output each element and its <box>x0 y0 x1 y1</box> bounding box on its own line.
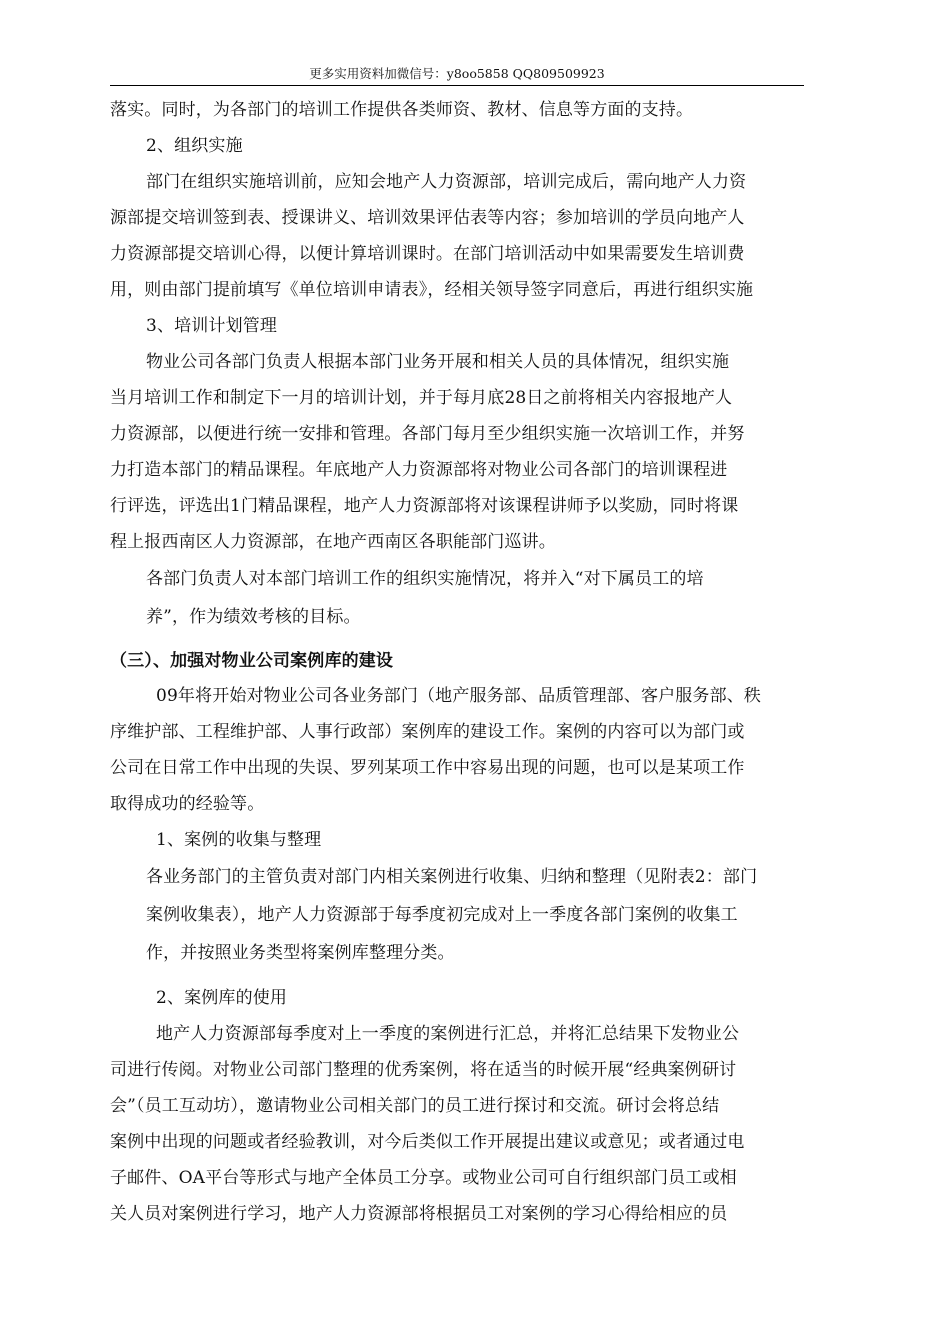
section-heading: 3、培训计划管理 <box>146 316 278 336</box>
text-line: 落实。同时，为各部门的培训工作提供各类师资、教材、信息等方面的支持。 <box>110 100 694 120</box>
chapter-heading: （三）、加强对物业公司案例库的建设 <box>110 651 394 671</box>
text-line: 行评选，评选出1门精品课程，地产人力资源部将对该课程讲师予以奖励，同时将课 <box>110 496 739 516</box>
text-line: 序维护部、工程维护部、人事行政部）案例库的建设工作。案例的内容可以为部门或 <box>110 722 745 742</box>
text-line: 会”（员工互动坊），邀请物业公司相关部门的员工进行探讨和交流。研讨会将总结 <box>110 1096 720 1116</box>
text-line: 关人员对案例进行学习，地产人力资源部将根据员工对案例的学习心得给相应的员 <box>110 1204 728 1224</box>
text-line: 力打造本部门的精品课程。年底地产人力资源部将对物业公司各部门的培训课程进 <box>110 460 728 480</box>
section-heading: 1、案例的收集与整理 <box>156 830 322 850</box>
section-heading: 2、组织实施 <box>146 136 243 156</box>
text-line: 取得成功的经验等。 <box>110 794 265 814</box>
text-line: 子邮件、OA平台等形式与地产全体员工分享。或物业公司可自行组织部门员工或相 <box>110 1168 737 1188</box>
text-line: 程上报西南区人力资源部，在地产西南区各职能部门巡讲。 <box>110 532 556 552</box>
text-line: 各业务部门的主管负责对部门内相关案例进行收集、归纳和整理（见附表2：部门 <box>146 867 758 887</box>
text-line: 当月培训工作和制定下一月的培训计划，并于每月底28日之前将相关内容报地产人 <box>110 388 733 408</box>
text-line: 地产人力资源部每季度对上一季度的案例进行汇总，并将汇总结果下发物业公 <box>156 1024 740 1044</box>
text-line: 09年将开始对物业公司各业务部门（地产服务部、品质管理部、客户服务部、秩 <box>156 686 762 706</box>
text-line: 公司在日常工作中出现的失误、罗列某项工作中容易出现的问题，也可以是某项工作 <box>110 758 745 778</box>
section-heading: 2、案例库的使用 <box>156 988 288 1008</box>
text-line: 物业公司各部门负责人根据本部门业务开展和相关人员的具体情况，组织实施 <box>146 352 730 372</box>
text-line: 源部提交培训签到表、授课讲义、培训效果评估表等内容；参加培训的学员向地产人 <box>110 208 745 228</box>
text-line: 力资源部，以便进行统一安排和管理。各部门每月至少组织实施一次培训工作，并努 <box>110 424 745 444</box>
text-line: 用，则由部门提前填写《单位培训申请表》，经相关领导签字同意后，再进行组织实施 <box>110 280 754 300</box>
text-line: 案例收集表），地产人力资源部于每季度初完成对上一季度各部门案例的收集工 <box>146 905 738 925</box>
text-line: 部门在组织实施培训前，应知会地产人力资源部，培训完成后，需向地产人力资 <box>146 172 747 192</box>
text-line: 各部门负责人对本部门培训工作的组织实施情况，将并入“对下属员工的培 <box>146 569 704 589</box>
text-line: 作，并按照业务类型将案例库整理分类。 <box>146 943 455 963</box>
text-line: 养”，作为绩效考核的目标。 <box>146 607 361 627</box>
page-header: 更多实用资料加微信号：y8oo5858 QQ809509923 <box>309 66 605 81</box>
text-line: 力资源部提交培训心得，以便计算培训课时。在部门培训活动中如果需要发生培训费 <box>110 244 745 264</box>
header-divider <box>110 85 804 86</box>
text-line: 案例中出现的问题或者经验教训，对今后类似工作开展提出建议或意见；或者通过电 <box>110 1132 745 1152</box>
text-line: 司进行传阅。对物业公司部门整理的优秀案例，将在适当的时候开展“经典案例研讨 <box>110 1060 737 1080</box>
